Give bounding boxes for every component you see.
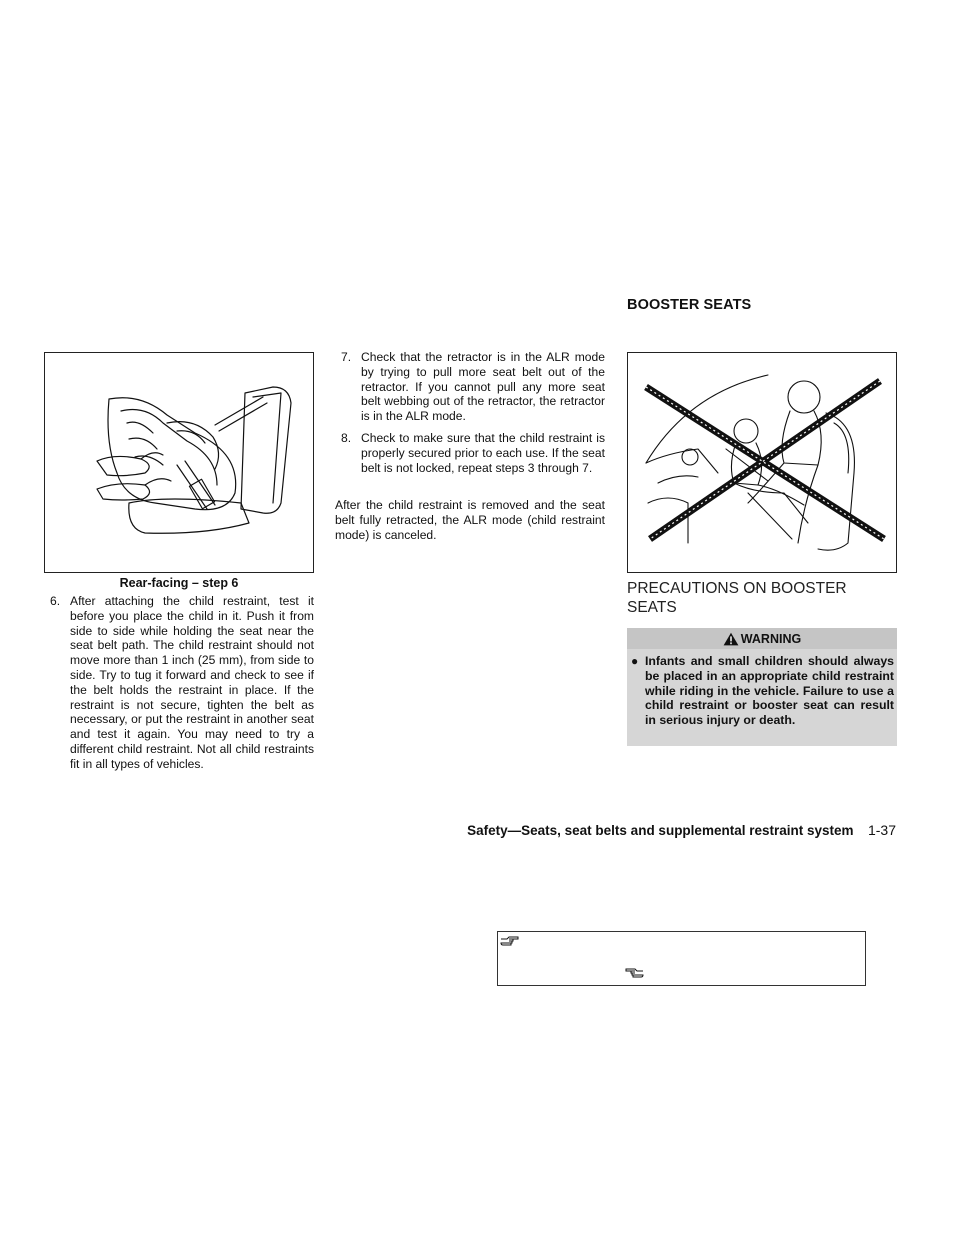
step-7-number: 7. bbox=[341, 350, 352, 364]
section-heading: BOOSTER SEATS bbox=[627, 297, 752, 313]
step-7-text: Check that the retractor is in the ALR mode by trying to pull more seat belt out of the retractor. If you cannot pull any more seat belt webbing out of the retractor, the retractor is in the ALR mode. bbox=[361, 350, 605, 424]
step-6-text: After attaching the child restraint, test it before you place the child in it. Push it from side to side while holding the seat near the seat belt path. The child restraint should not move more than 1 inch (25 mm), from side to side. Try to tug it forward and check to see if the belt holds the restraint in place. If the restraint is not secure, tighten the belt as necessary, or put the restraint in another seat and test it again. You may need to try a different child restraint. Not all child restraints fit in all types of vehicles. bbox=[70, 594, 314, 771]
step-8-number: 8. bbox=[341, 431, 352, 445]
rear-facing-figure bbox=[44, 352, 314, 573]
booster-seat-prohibited-illustration bbox=[628, 353, 896, 572]
warning-box bbox=[627, 628, 897, 746]
warning-text: Infants and small children should always be placed in an appropriate child restraint while riding in the vehicle. Failure to use a child restraint or booster seat can result in serious injury or death. bbox=[645, 654, 894, 728]
pointing-hand-icon bbox=[624, 967, 644, 979]
step-7 bbox=[335, 350, 605, 424]
figure-caption: Rear-facing – step 6 bbox=[119, 576, 239, 590]
step-8 bbox=[335, 431, 605, 475]
warning-triangle-icon bbox=[723, 632, 739, 646]
alr-cancel-paragraph: After the child restraint is removed and the seat belt fully retracted, the ALR mode (child restraint mode) is canceled. bbox=[335, 498, 605, 542]
page-number: 1-37 bbox=[867, 822, 896, 838]
pointing-hand-icon bbox=[500, 935, 520, 947]
booster-seat-figure bbox=[627, 352, 897, 573]
page-footer bbox=[467, 822, 896, 840]
bullet: ● bbox=[631, 654, 639, 668]
rear-facing-child-seat-illustration bbox=[45, 353, 313, 572]
step-8-text: Check to make sure that the child restraint is properly secured prior to each use. If the seat belt is not locked, repeat steps 3 through 7. bbox=[361, 431, 605, 475]
note-box bbox=[497, 931, 866, 986]
footer-section-title: Safety—Seats, seat belts and supplemental restraint system bbox=[467, 823, 854, 838]
warning-header bbox=[627, 628, 897, 649]
warning-title: WARNING bbox=[740, 631, 802, 646]
warning-item bbox=[627, 649, 897, 732]
step-6 bbox=[44, 594, 314, 772]
step-6-number: 6. bbox=[50, 594, 61, 608]
precautions-subheading: PRECAUTIONS ON BOOSTER SEATS bbox=[627, 580, 847, 616]
